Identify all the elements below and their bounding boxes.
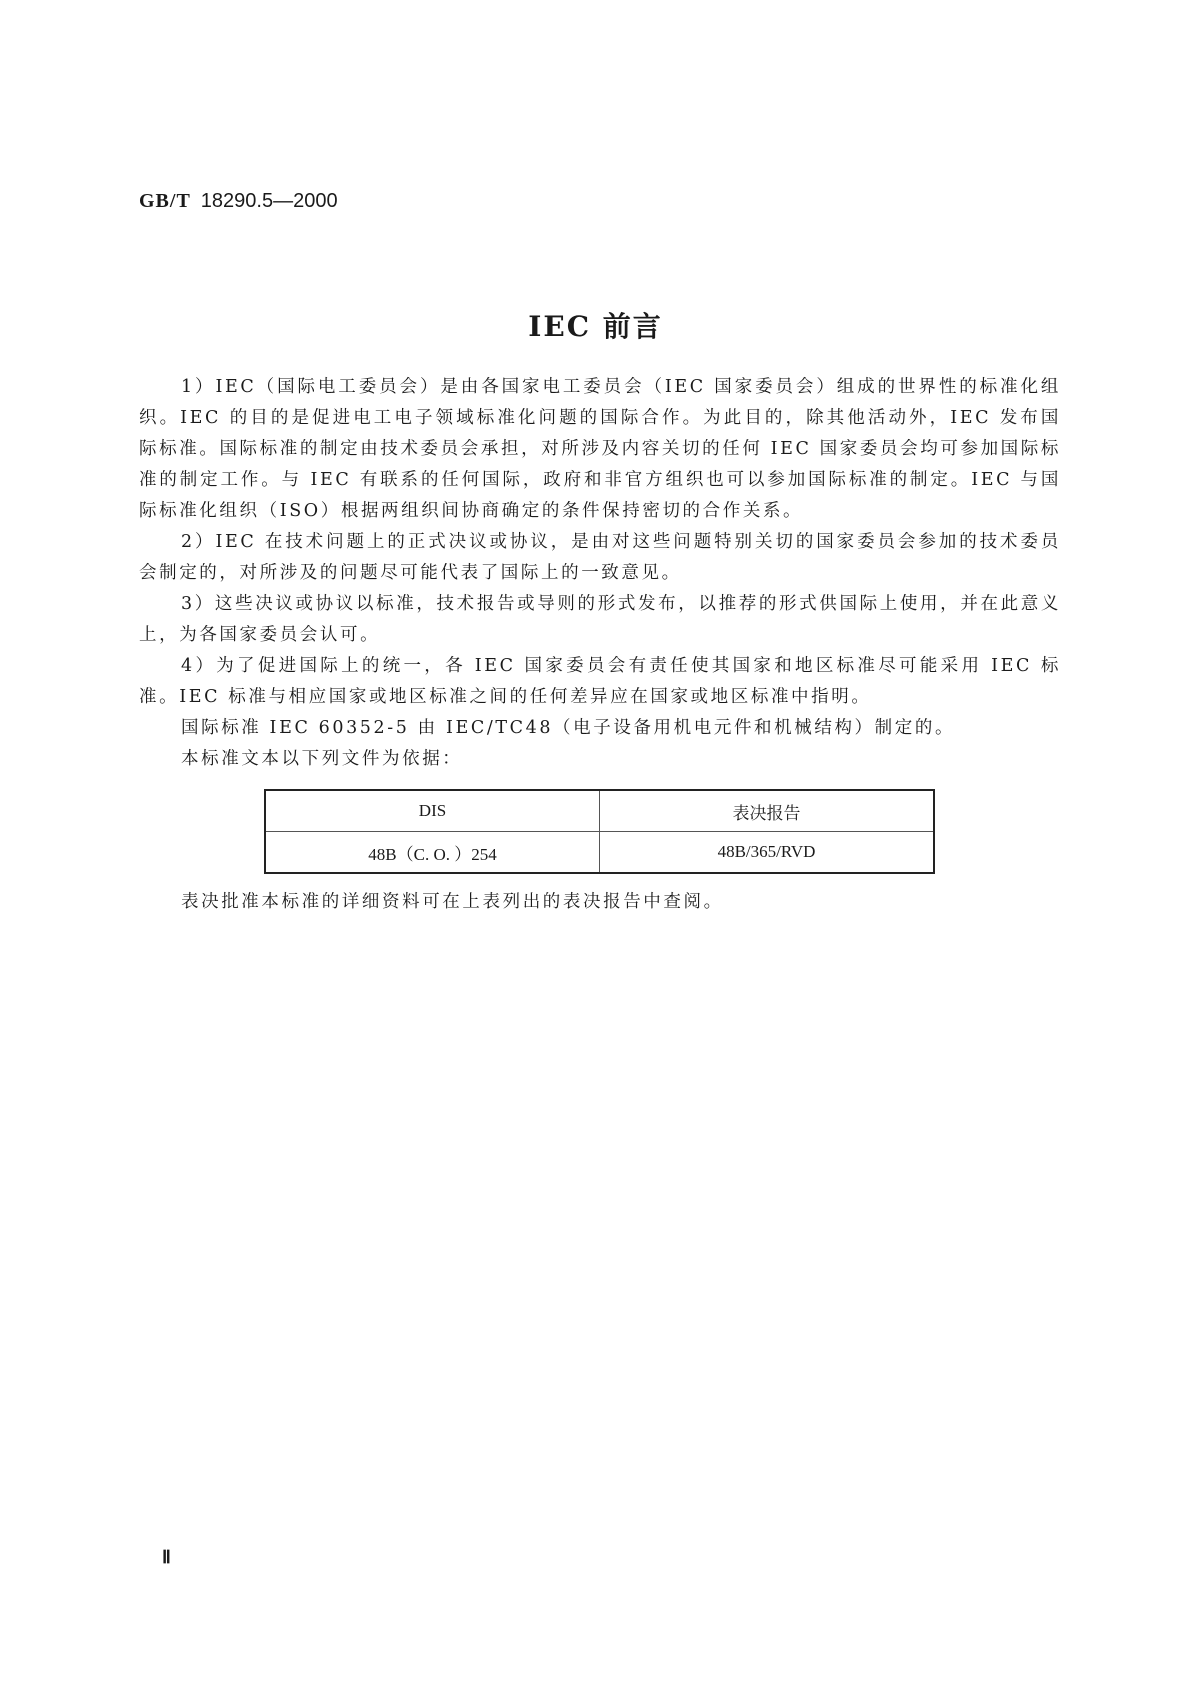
paragraph-1: 1）IEC（国际电工委员会）是由各国家电工委员会（IEC 国家委员会）组成的世界性的标准化组织。IEC 的目的是促进电工电子领域标准化问题的国际合作。为此目的，除其他活动外，IEC 发布国际标准。国际标准的制定由技术委员会承担，对所涉及内容关切的任何 IEC 国家委员会均可参加国际标准的制定工作。与 IEC 有联系的任何国际，政府和非官方组织也可以参加国际标准的制定。IEC 与国际标准化组织（ISO）根据两组织间协商确定的条件保持密切的合作关系。 bbox=[139, 377, 1061, 521]
table-cell-dis: 48B（C. O. ）254 bbox=[265, 832, 600, 874]
table-header-dis: DIS bbox=[265, 790, 600, 832]
paragraph-5: 国际标准 IEC 60352-5 由 IEC/TC48（电子设备用机电元件和机械结构）制定的。 bbox=[181, 718, 956, 738]
document-basis-table bbox=[264, 789, 935, 874]
table-cell-vote-report: 48B/365/RVD bbox=[600, 832, 935, 874]
page-title: IEC 前言 bbox=[528, 310, 663, 343]
paragraph-3: 3）这些决议或协议以标准，技术报告或导则的形式发布，以推荐的形式供国际上使用，并在此意义上，为各国家委员会认可。 bbox=[139, 594, 1061, 645]
standard-code bbox=[139, 188, 338, 213]
body-text bbox=[139, 372, 1061, 775]
table-header-vote-report: 表决报告 bbox=[600, 790, 935, 832]
table-row bbox=[265, 832, 934, 874]
paragraph-6: 本标准文本以下列文件为依据： bbox=[181, 749, 463, 769]
standard-number: 18290.5—2000 bbox=[200, 190, 338, 212]
table-header-row bbox=[265, 790, 934, 832]
standard-prefix: GB/T bbox=[139, 190, 191, 212]
paragraph-2: 2）IEC 在技术问题上的正式决议或协议，是由对这些问题特别关切的国家委员会参加的技术委员会制定的，对所涉及的问题尽可能代表了国际上的一致意见。 bbox=[139, 532, 1061, 583]
after-table-note: 表决批准本标准的详细资料可在上表列出的表决报告中查阅。 bbox=[181, 892, 724, 912]
page-number: Ⅱ bbox=[162, 1547, 171, 1567]
paragraph-4: 4）为了促进国际上的统一，各 IEC 国家委员会有责任使其国家和地区标准尽可能采用 IEC 标准。IEC 标准与相应国家或地区标准之间的任何差异应在国家或地区标准中指明。 bbox=[139, 656, 1061, 707]
